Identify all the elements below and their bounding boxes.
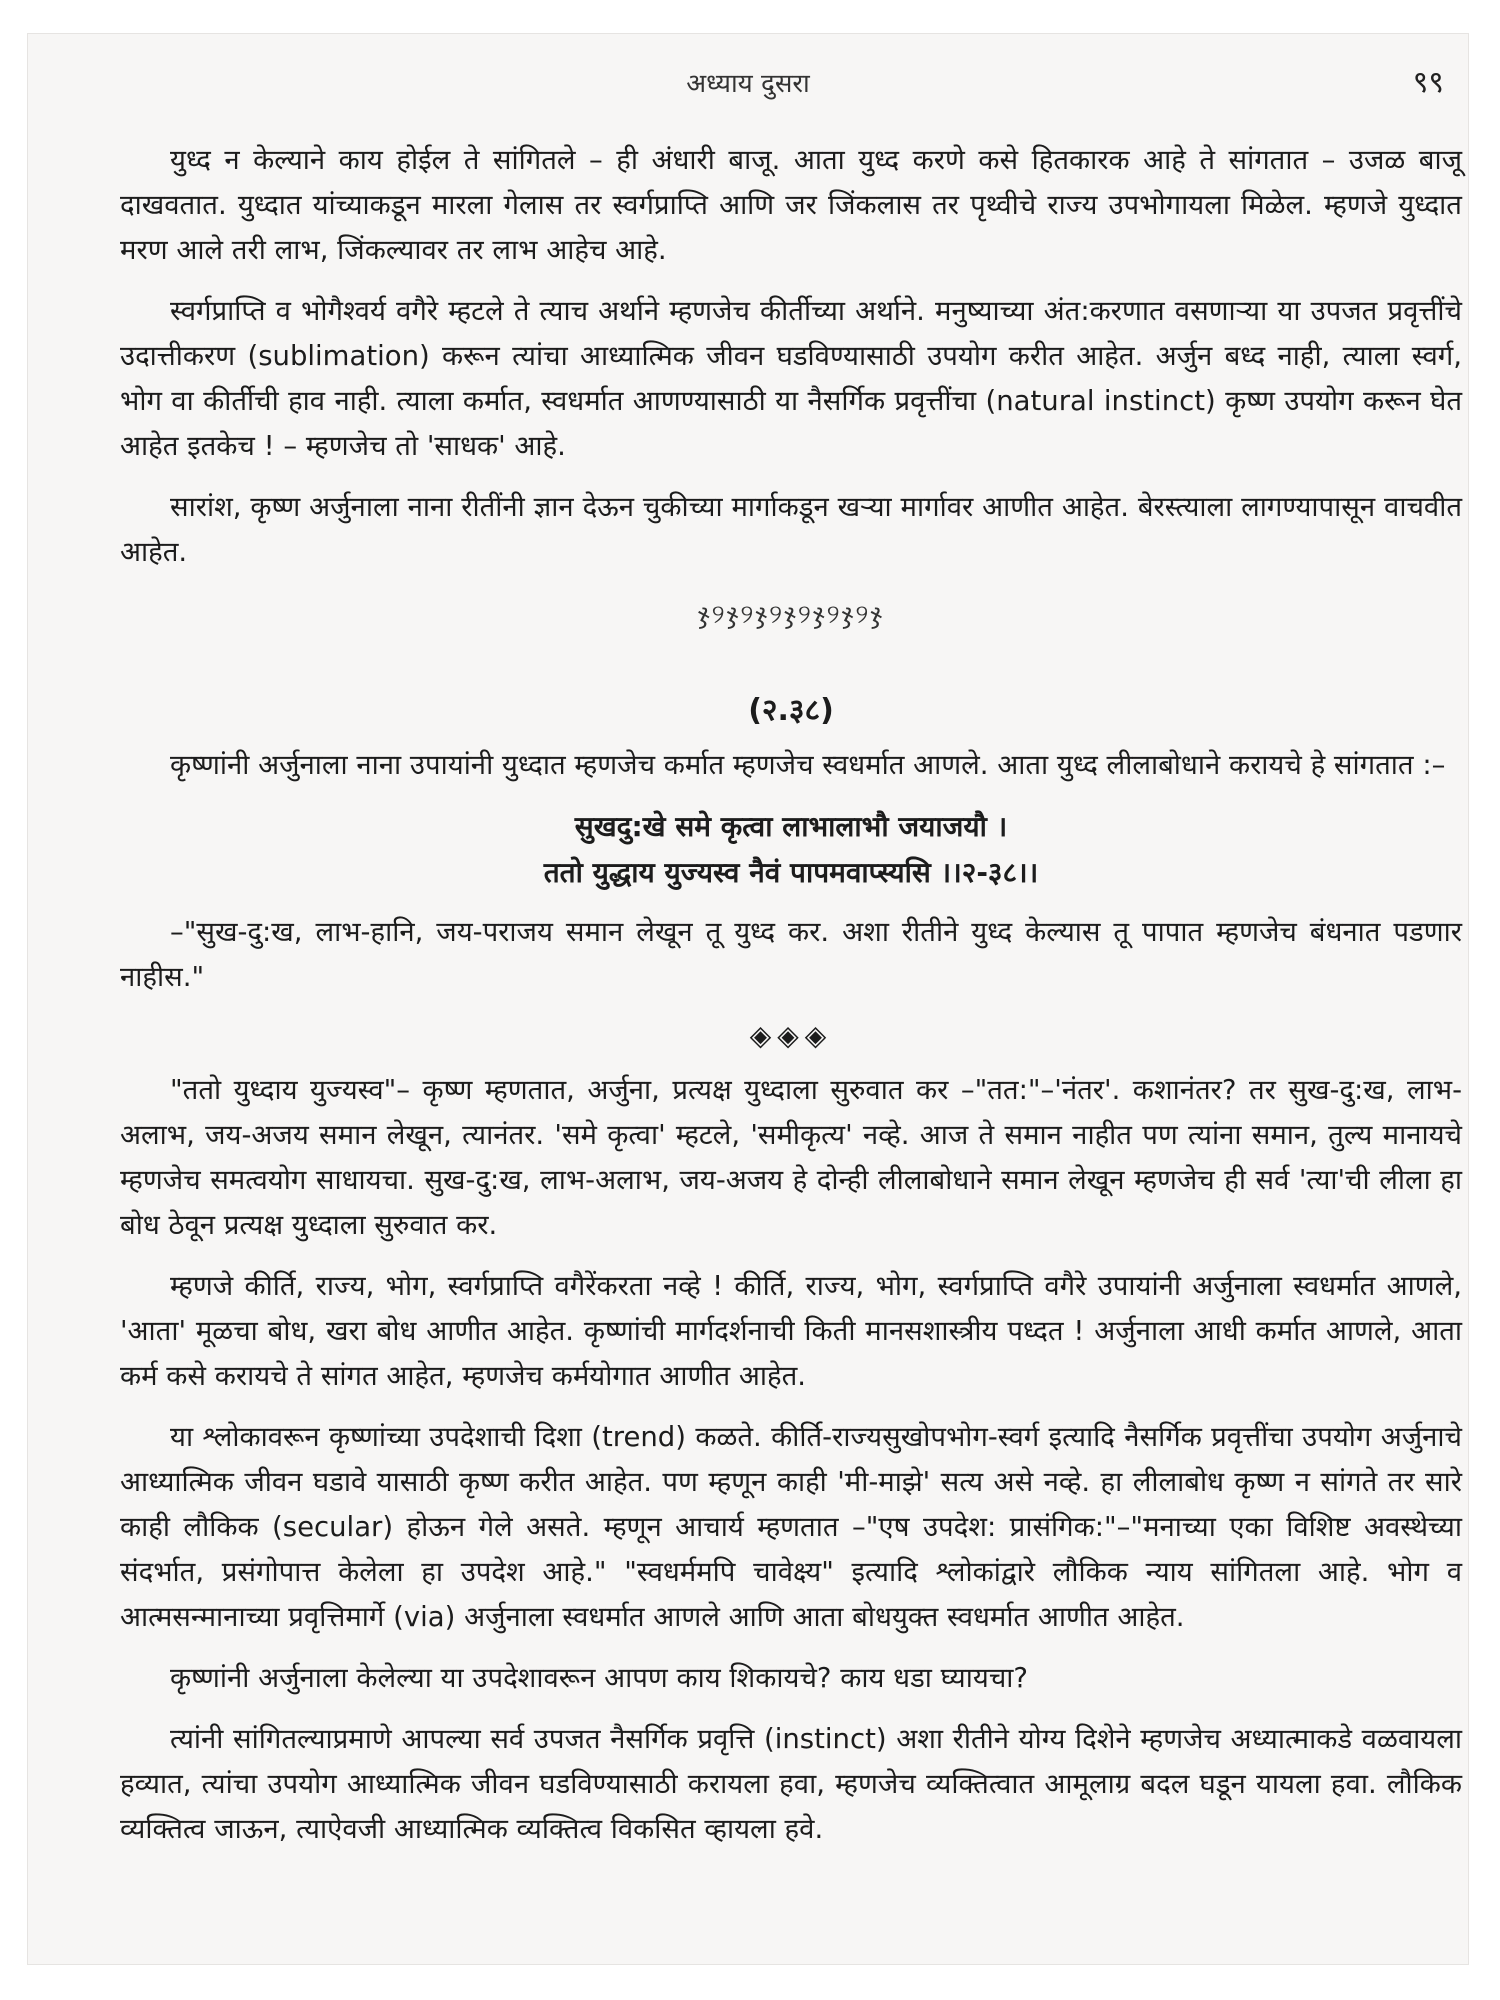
running-header xyxy=(28,64,1468,104)
verse-translation: –"सुख-दु:ख, लाभ-हानि, जय-पराजय समान लेखून तू युध्द कर. अशा रीतीने युध्द केल्यास तू पापात म्हणजेच बंधनात पडणार नाहीस." xyxy=(120,916,1462,993)
paragraph: युध्द न केल्याने काय होईल ते सांगितले – ही अंधारी बाजू. आता युध्द करणे कसे हितकारक आहे ते सांगतात – उजळ बाजू दाखवतात. युध्दात यांच्याकडून मारला गेलास तर स्वर्गप्राप्ति आणि जर जिंकलास तर पृथ्वीचे राज्य उपभोगायला मिळेल. म्हणजे युध्दात मरण आले तरी लाभ, जिंकल्यावर तर लाभ आहेच आहे. xyxy=(120,144,1462,266)
verse-number: (२.३८) xyxy=(748,693,834,728)
diamond-divider: ◈◈◈ xyxy=(749,1019,833,1052)
paragraph: कृष्णांनी अर्जुनाला केलेल्या या उपदेशावरून आपण काय शिकायचे? काय धडा घ्यायचा? xyxy=(170,1662,1029,1694)
verse-line-2: ततो युद्धाय युज्यस्व नैवं पापमवाप्स्यसि ।।२-३८।। xyxy=(543,856,1039,889)
verse-line-1: सुखदु:खे समे कृत्वा लाभालाभौ जयाजयौ । xyxy=(574,810,1008,843)
chapter-title: अध्याय दुसरा xyxy=(686,69,810,99)
page-content xyxy=(120,138,1462,1868)
book-page xyxy=(28,34,1468,1964)
paragraph: स्वर्गप्राप्ति व भोगैश्वर्य वगैरे म्हटले ते त्याच अर्थाने म्हणजेच कीर्तीच्या अर्थाने. मनुष्याच्या अंत:करणात वसणाऱ्या या उपजत प्रवृत्तींचे उदात्तीकरण (sublimation) करून त्यांचा आध्यात्मिक जीवन घडविण्यासाठी उपयोग करीत आहेत. अर्जुन बध्द नाही, त्याला स्वर्ग, भोग वा कीर्तीची हाव नाही. त्याला कर्मात, स्वधर्मात आणण्यासाठी या नैसर्गिक प्रवृत्तींचा (natural instinct) कृष्ण उपयोग करून घेत आहेत इतकेच ! – म्हणजेच तो 'साधक' आहे. xyxy=(120,295,1462,462)
paragraph: त्यांनी सांगितल्याप्रमाणे आपल्या सर्व उपजत नैसर्गिक प्रवृत्ति (instinct) अशा रीतीने योग्य दिशेने म्हणजेच अध्यात्माकडे वळवायला हव्यात, त्यांचा उपयोग आध्यात्मिक जीवन घडविण्यासाठी करायला हवा, म्हणजेच व्यक्तित्वात आमूलाग्र बदल घडून यायला हवा. लौकिक व्यक्तित्व जाऊन, त्याऐवजी आध्यात्मिक व्यक्तित्व विकसित व्हायला हवे. xyxy=(120,1723,1462,1845)
ornamental-divider: ჯ୨ჯ୨ჯ୨ჯ୨ჯ୨ჯ୨ჯ xyxy=(697,600,885,630)
paragraph: "ततो युध्दाय युज्यस्व"– कृष्ण म्हणतात, अर्जुना, प्रत्यक्ष युध्दाला सुरुवात कर –"तत:"–'नंतर'. कशानंतर? तर सुख-दु:ख, लाभ-अलाभ, जय-अजय समान लेखून, त्यानंतर. 'समे कृत्वा' म्हटले, 'समीकृत्य' नव्हे. आज ते समान नाहीत पण त्यांना समान, तुल्य मानायचे म्हणजेच समत्वयोग साधायचा. सुख-दु:ख, लाभ-अलाभ, जय-अजय हे दोन्ही लीलाबोधाने समान लेखून म्हणजेच ही सर्व 'त्या'ची लीला हा बोध ठेवून प्रत्यक्ष युध्दाला सुरुवात कर. xyxy=(120,1074,1462,1241)
intro-paragraph: कृष्णांनी अर्जुनाला नाना उपायांनी युध्दात म्हणजेच कर्मात म्हणजेच स्वधर्मात आणले. आता युध्द लीलाबोधाने करायचे हे सांगतात :– xyxy=(170,749,1446,781)
paragraph: या श्लोकावरून कृष्णांच्या उपदेशाची दिशा (trend) कळते. कीर्ति-राज्यसुखोपभोग-स्वर्ग इत्यादि नैसर्गिक प्रवृत्तींचा उपयोग अर्जुनाचे आध्यात्मिक जीवन घडावे यासाठी कृष्ण करीत आहेत. पण म्हणून काही 'मी-माझे' सत्य असे नव्हे. हा लीलाबोध कृष्ण न सांगते तर सारे काही लौकिक (secular) होऊन गेले असते. म्हणून आचार्य म्हणतात –"एष उपदेश: प्रासंगिक:"–"मनाच्या एका विशिष्ट अवस्थेच्या संदर्भात, प्रसंगोपात्त केलेला हा उपदेश आहे." "स्वधर्ममपि चावेक्ष्य" इत्यादि श्लोकांद्वारे लौकिक न्याय सांगितला आहे. भोग व आत्मसन्मानाच्या प्रवृत्तिमार्गे (via) अर्जुनाला स्वधर्मात आणले आणि आता बोधयुक्त स्वधर्मात आणीत आहेत. xyxy=(120,1421,1462,1633)
paragraph: सारांश, कृष्ण अर्जुनाला नाना रीतींनी ज्ञान देऊन चुकीच्या मार्गाकडून खऱ्या मार्गावर आणीत आहेत. बेरस्त्याला लागण्यापासून वाचवीत आहेत. xyxy=(120,491,1462,568)
sanskrit-verse xyxy=(120,804,1462,896)
page-number: ९९ xyxy=(1412,65,1444,100)
paragraph: म्हणजे कीर्ति, राज्य, भोग, स्वर्गप्राप्ति वगैरेंकरता नव्हे ! कीर्ति, राज्य, भोग, स्वर्गप्राप्ति वगैरे उपायांनी अर्जुनाला स्वधर्मात आणले, 'आता' मूळचा बोध, खरा बोध आणीत आहेत. कृष्णांची मार्गदर्शनाची किती मानसशास्त्रीय पध्दत ! अर्जुनाला आधी कर्मात आणले, आता कर्म कसे करायचे ते सांगत आहेत, म्हणजेच कर्मयोगात आणीत आहेत. xyxy=(120,1270,1462,1392)
